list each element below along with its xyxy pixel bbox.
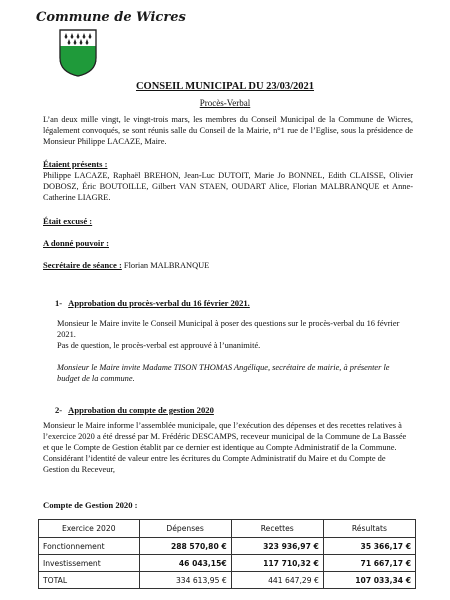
table-cell: 441 647,29 € bbox=[231, 572, 323, 589]
section2-number: 2- bbox=[55, 405, 63, 415]
table-cell: Fonctionnement bbox=[39, 538, 140, 555]
table-cell: 288 570,80 € bbox=[139, 538, 231, 555]
table-header: Recettes bbox=[231, 520, 323, 538]
section1-body bbox=[57, 318, 413, 351]
table-cell: 334 613,95 € bbox=[139, 572, 231, 589]
section1-heading bbox=[55, 298, 250, 308]
table-cell: Investissement bbox=[39, 555, 140, 572]
table-cell: 117 710,32 € bbox=[231, 555, 323, 572]
section2-title: Approbation du compte de gestion 2020 bbox=[68, 405, 214, 415]
table-header: Résultats bbox=[323, 520, 415, 538]
section2-heading bbox=[55, 405, 214, 415]
presents-label: Étaient présents : bbox=[43, 159, 108, 169]
secretaire-line bbox=[43, 260, 209, 271]
table-cell: 107 033,34 € bbox=[323, 572, 415, 589]
table-header-row bbox=[39, 520, 416, 538]
commune-crest-logo bbox=[58, 28, 98, 78]
compte-gestion-table bbox=[38, 519, 416, 589]
intro-paragraph: L’an deux mille vingt, le vingt-trois mars, les membres du Conseil Municipal de la Commune de Wicres, légalement convoqués, se sont réunis salle du Conseil de la Mairie, n°1 rue de l’Eglise, sous la présidence de Monsieur Philippe LACAZE, Maire. bbox=[43, 115, 413, 146]
secretaire-value: Florian MALBRANQUE bbox=[123, 261, 210, 270]
section1-text1: Monsieur le Maire invite le Conseil Municipal à poser des questions sur le procès-verbal du 16 février 2021. bbox=[57, 319, 400, 339]
section2-text2: Considérant l’identité de valeur entre les écritures du Compte Administratif du Maire et du Compte de Gestion du Receveur, bbox=[43, 454, 386, 474]
section1-number: 1- bbox=[55, 298, 63, 308]
table-cell: 323 936,97 € bbox=[231, 538, 323, 555]
document-title: CONSEIL MUNICIPAL DU 23/03/2021 bbox=[135, 81, 315, 92]
table-cell: TOTAL bbox=[39, 572, 140, 589]
section2-text1: Monsieur le Maire informe l’assemblée municipale, que l’exécution des dépenses et des recettes relatives à l’exercice 2020 a été dressé par M. Frédéric DESCAMPS, receveur municipal de la Commune de La Bassée et que le Compte de Gestion établit par ce dernier est identique au Compte Administratif de la Commune. bbox=[43, 421, 407, 452]
presents-list: Philippe LACAZE, Raphaël BREHON, Jean-Luc DUTOIT, Marie Jo BONNEL, Edith CLAISSE, Olivier DOBOSZ, Éric BOUTOILLE, Gilbert VAN STAEN, OUDART Alice, Florian MALBRANQUE et Anne-Catherine LIAGRE. bbox=[43, 171, 413, 202]
pouvoir-label: A donné pouvoir : bbox=[43, 238, 109, 248]
section2-body bbox=[43, 420, 413, 475]
section1-title: Approbation du procès-verbal du 16 février 2021. bbox=[68, 298, 250, 308]
table-row bbox=[39, 538, 416, 555]
table-header: Exercice 2020 bbox=[39, 520, 140, 538]
table-cell: 71 667,17 € bbox=[323, 555, 415, 572]
compte-gestion-label: Compte de Gestion 2020 : bbox=[43, 500, 138, 510]
commune-name-header: Commune de Wicres bbox=[36, 10, 186, 25]
table-header: Dépenses bbox=[139, 520, 231, 538]
table-row-total bbox=[39, 572, 416, 589]
table-cell: 46 043,15€ bbox=[139, 555, 231, 572]
document-subtitle: Procès-Verbal bbox=[199, 98, 251, 108]
secretaire-label: Secrétaire de séance : bbox=[43, 260, 122, 270]
section1-note: Monsieur le Maire invite Madame TISON THOMAS Angélique, secrétaire de mairie, à présenter le budget de la commune. bbox=[57, 363, 390, 383]
table-row bbox=[39, 555, 416, 572]
excuse-label: Était excusé : bbox=[43, 216, 93, 226]
table-cell: 35 366,17 € bbox=[323, 538, 415, 555]
section1-text2: Pas de question, le procès-verbal est approuvé à l’unanimité. bbox=[57, 341, 261, 350]
